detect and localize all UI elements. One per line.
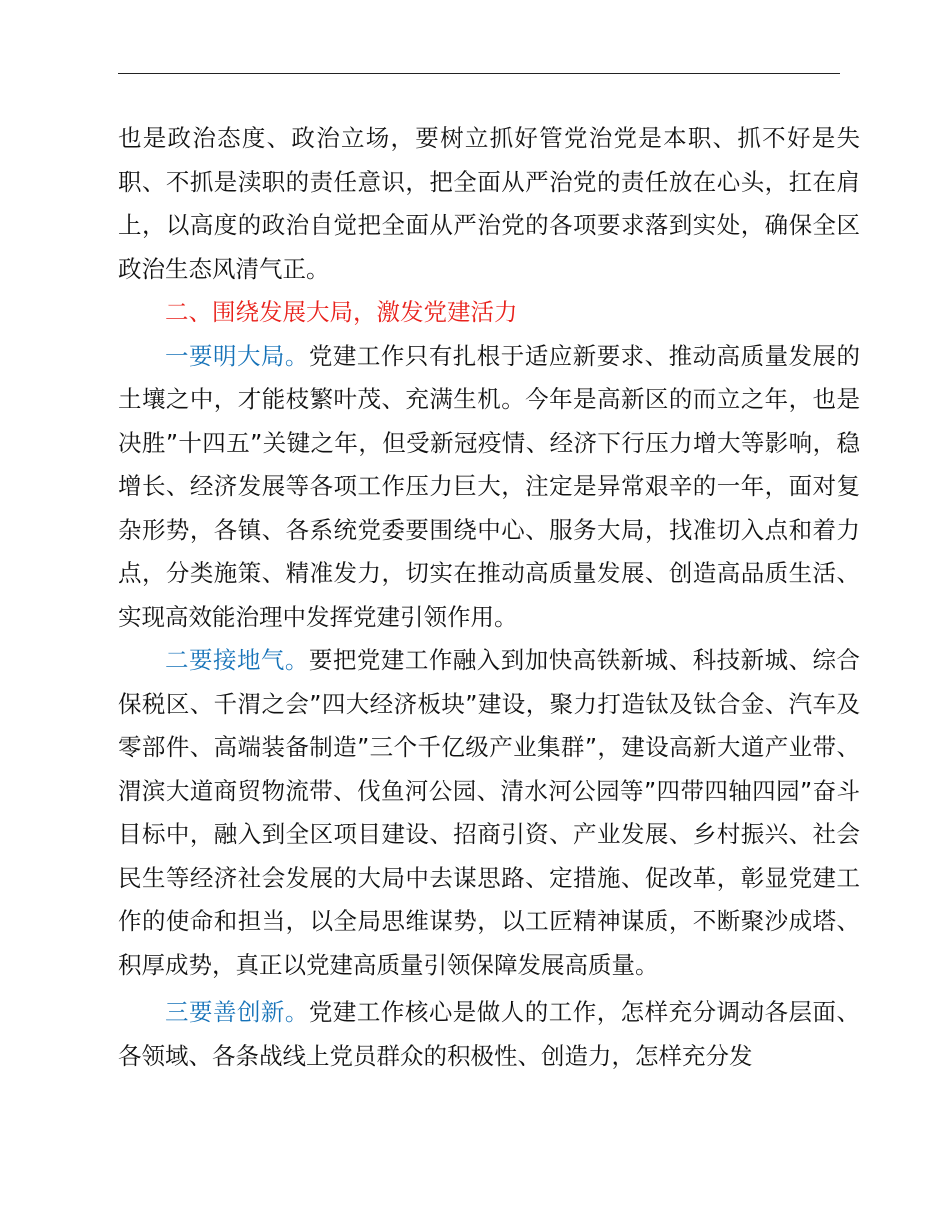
paragraph-innovate — [118, 991, 860, 1078]
document-body — [118, 117, 860, 1078]
paragraph-lead-innovate: 三要善创新。 — [165, 998, 309, 1026]
paragraph-body-grasp-overall: 党建工作只有扎根于适应新要求、推动高质量发展的土壤之中，才能枝繁叶茂、充满生机。今年是高新区的而立之年，也是决胜”十四五”关键之年，但受新冠疫情、经济下行压力增大等影响，稳增长、经济发展等各项工作压力巨大，注定是异常艰辛的一年，面对复杂形势，各镇、各系统党委要围绕中心、服务大局，找准切入点和着力点，分类施策、精准发力，切实在推动高质量发展、创造高品质生活、实现高效能治理中发挥党建引领作用。 — [118, 341, 861, 631]
section-heading: 二、围绕发展大局，激发党建活力 — [165, 298, 518, 326]
paragraph-lead-down-to-earth: 二要接地气。 — [165, 646, 309, 674]
paragraph-body-innovate: 党建工作核心是做人的工作，怎样充分调动各层面、各领域、各条战线上党员群众的积极性、创造力，怎样充分发 — [118, 998, 861, 1070]
paragraph-lead-grasp-overall: 一要明大局。 — [165, 341, 309, 370]
header-rule — [118, 73, 840, 74]
paragraph-down-to-earth — [118, 639, 860, 987]
paragraph-body-down-to-earth: 要把党建工作融入到加快高铁新城、科技新城、综合保税区、千渭之会”四大经济板块”建设，聚力打造钛及钛合金、汽车及零部件、高端装备制造”三个千亿级产业集群”，建设高新大道产业带、渭滨大道商贸物流带、伐鱼河公园、清水河公园等”四带四轴四园”奋斗目标中，融入到全区项目建设、招商引资、产业发展、乡村振兴、社会民生等经济社会发展的大局中去谋思路、定措施、促改革，彰显党建工作的使命和担当，以全局思维谋势，以工匠精神谋质，不断聚沙成塔、积厚成势，真正以党建高质量引领保障发展高质量。 — [118, 646, 861, 979]
paragraph-continuation: 也是政治态度、政治立场，要树立抓好管党治党是本职、抓不好是失职、不抓是渎职的责任意识，把全面从严治党的责任放在心头，扛在肩上，以高度的政治自觉把全面从严治党的各项要求落到实处，确保全区政治生态风清气正。 — [118, 124, 860, 283]
paragraph-grasp-overall — [118, 335, 860, 640]
